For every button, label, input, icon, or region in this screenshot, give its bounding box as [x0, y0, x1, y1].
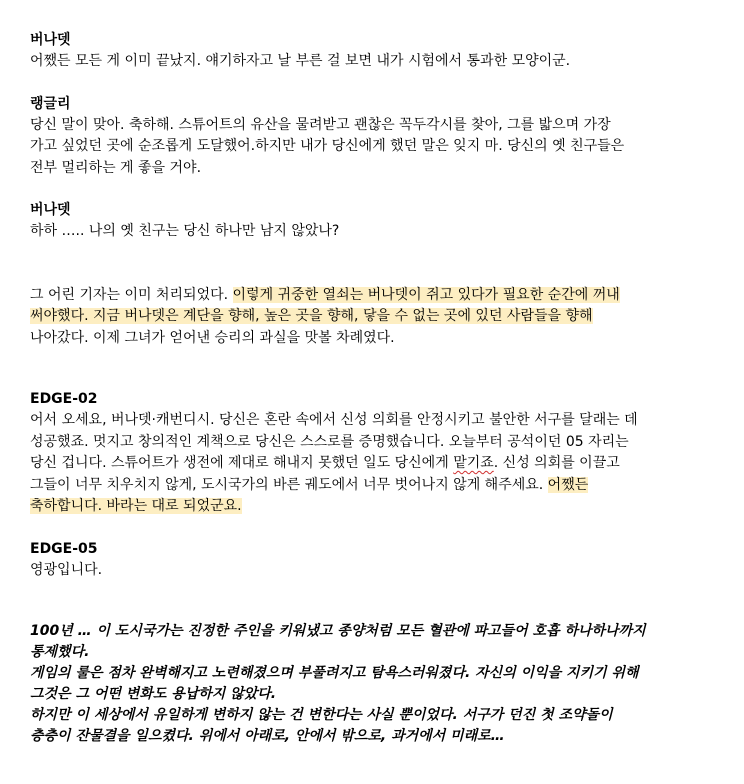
speaker-name: 버나뎃 [30, 32, 71, 48]
highlighted-text: 이렇게 귀중한 열쇠는 버나뎃이 쥐고 있다가 필요한 순간에 꺼내 [232, 286, 620, 303]
dialogue-line: 당신 말이 맞아. 축하해. 스튜어트의 유산을 물려받고 괜찮은 꼭두각시를 찾아, 그를 밟으며 가장 [30, 116, 611, 133]
narration-line [30, 306, 720, 328]
dialogue-line [30, 496, 720, 518]
epilogue-line: 그것은 그 어떤 변화도 용납하지 않았다. [30, 686, 277, 702]
epilogue-line: 게임의 룰은 점차 완벽해지고 노련해졌으며 부풀려지고 탐욕스러워졌다. 자신의 이익을 지키기 위해 [30, 665, 639, 681]
dialogue-line: 어서 오세요, 버나뎃·캐번디시. 당신은 혼란 속에서 신성 의회를 안정시키고 불안한 서구를 달래는 데 [30, 412, 638, 428]
dialogue-text: 당신 겁니다. 스튜어트가 생전에 제대로 해내지 못했던 일도 당신에게 [30, 455, 454, 471]
highlighted-text: 지금 버나뎃은 계단을 향해, 높은 곳을 향해, 닿을 수 없는 곳에 있던 사람들을 향해 [88, 308, 593, 324]
document-body [30, 30, 720, 747]
dialogue-line [30, 475, 720, 497]
dialogue-line: 성공했죠. 멋지고 창의적인 계책으로 당신은 스스로를 증명했습니다. 오늘부터 공석이던 05 자리는 [30, 433, 629, 450]
speaker-name: EDGE-02 [30, 391, 98, 407]
speaker-name: 버나뎃 [30, 202, 71, 218]
highlighted-text: 써야했다. [30, 308, 89, 324]
dialogue-line [30, 453, 720, 475]
dialogue-text: 그들이 너무 치우치지 않게, 도시국가의 바른 궤도에서 너무 벗어나지 않게 해주세요. [30, 476, 548, 493]
epilogue-line: 통제했다. [30, 644, 90, 660]
epilogue-line: 100년 … 이 도시국가는 진정한 주인을 키워냈고 종양처럼 모든 혈관에 파고들어 호흡 하나하나까지 [30, 623, 646, 639]
dialogue-text: . 신성 의회를 이끌고 [493, 455, 620, 471]
epilogue-line: 하지만 이 세상에서 유일하게 변하지 않는 건 변한다는 사실 뿐이었다. 서구가 던진 첫 조약돌이 [30, 707, 613, 723]
narration-line [30, 285, 720, 307]
spellcheck-flagged-word[interactable]: 맡기죠 [453, 455, 494, 471]
highlighted-text: 축하합니다. 바라는 대로 되었군요. [30, 498, 242, 514]
dialogue-line: 하하 ….. 나의 옛 친구는 당신 하나만 남지 않았나? [30, 223, 340, 239]
narration-text: 그 어린 기자는 이미 처리되었다. [30, 286, 233, 303]
speaker-name: EDGE-05 [30, 540, 98, 557]
narration-line: 나아갔다. 이제 그녀가 얻어낸 승리의 과실을 맛볼 차례였다. [30, 329, 395, 346]
highlighted-text: 어쨌든 [547, 476, 589, 493]
speaker-name: 랭글리 [30, 95, 71, 112]
epilogue-line: 층층이 잔물결을 일으켰다. 위에서 아래로, 안에서 밖으로, 과거에서 미래로… [30, 728, 505, 744]
dialogue-line: 어쨌든 모든 게 이미 끝났지. 얘기하자고 날 부른 걸 보면 내가 시험에서 통과한 모양이군. [30, 53, 571, 69]
dialogue-line: 전부 멀리하는 게 좋을 거야. [30, 159, 202, 176]
dialogue-line: 가고 싶었던 곳에 순조롭게 도달했어.하지만 내가 당신에게 했던 말은 잊지 마. 당신의 옛 친구들은 [30, 138, 625, 154]
dialogue-line: 영광입니다. [30, 561, 103, 578]
